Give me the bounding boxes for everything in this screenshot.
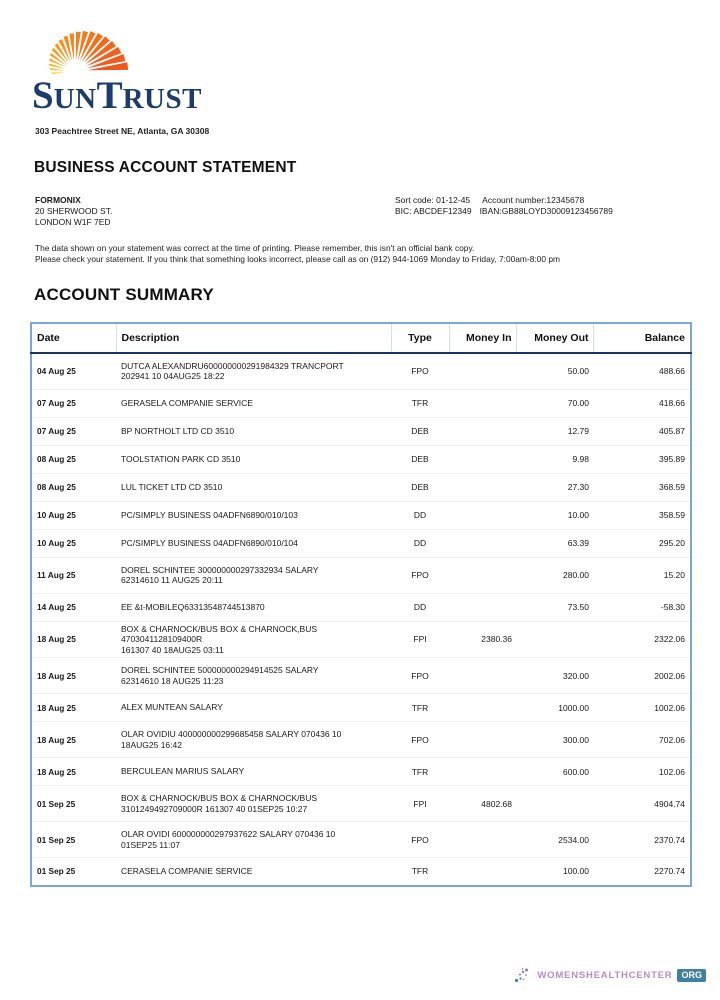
- cell-type: DEB: [391, 445, 449, 473]
- cell-type: FPI: [391, 621, 449, 658]
- cell-money-in: [449, 557, 516, 593]
- cell-balance: 488.66: [659, 366, 685, 377]
- footer-site-tld: ORG: [677, 969, 706, 982]
- cell-balance: 15.20: [593, 557, 691, 593]
- cell-date: 01 Sep 25: [31, 822, 116, 858]
- cell-money-in: [449, 445, 516, 473]
- cell-money-out: 50.00: [567, 366, 589, 377]
- wordmark-letter: T: [96, 74, 123, 117]
- cell-description: BERCULEAN MARIUS SALARY: [116, 758, 391, 786]
- cell-date: 14 Aug 25: [31, 593, 116, 621]
- cell-money-out: 12.79: [516, 417, 593, 445]
- footer-dots-icon: [514, 966, 534, 984]
- cell-balance: 702.06: [593, 722, 691, 758]
- cell-description: DUTCA ALEXANDRU600000000291984329 TRANCPORT 202941 10 04AUG25 18:22: [121, 360, 344, 382]
- cell-money-out: 63.39: [516, 529, 593, 557]
- bic-value: ABCDEF12349: [413, 206, 472, 216]
- iban-value: GB88LOYD30009123456789: [501, 206, 613, 216]
- column-header-type: Type: [391, 323, 449, 353]
- cell-type: FPI: [391, 786, 449, 822]
- cell-description: TOOLSTATION PARK CD 3510: [116, 445, 391, 473]
- cell-type: TFR: [391, 858, 449, 886]
- cell-money-in: [449, 417, 516, 445]
- column-header-description: Description: [116, 323, 391, 353]
- cell-date: 18 Aug 25: [31, 758, 116, 786]
- wordmark-letters: UN: [53, 83, 97, 115]
- table-row: [31, 593, 691, 621]
- table-row: [31, 557, 691, 593]
- column-header-date: Date: [31, 323, 116, 353]
- sun-rays-icon: [45, 10, 202, 78]
- bic-label: BIC:: [395, 206, 412, 216]
- cell-date: 10 Aug 25: [31, 529, 116, 557]
- cell-type: FPO: [391, 822, 449, 858]
- cell-money-in: [449, 353, 516, 389]
- table-row: [31, 473, 691, 501]
- cell-date: 18 Aug 25: [31, 658, 116, 694]
- cell-date: 11 Aug 25: [31, 557, 116, 593]
- cell-date: 07 Aug 25: [31, 417, 116, 445]
- cell-type: DD: [391, 593, 449, 621]
- column-header-money-in: Money In: [449, 323, 516, 353]
- cell-date: 08 Aug 25: [31, 445, 116, 473]
- cell-type: DEB: [391, 473, 449, 501]
- cell-money-in: [449, 758, 516, 786]
- footer-site-name: WOMENSHEALTHCENTER: [537, 969, 673, 981]
- table-row: [31, 758, 691, 786]
- sort-code-value: 01-12-45: [436, 195, 471, 205]
- cell-money-out: 100.00: [516, 858, 593, 886]
- transactions-body: [31, 353, 691, 886]
- customer-address-line2: LONDON W1F 7ED: [35, 217, 111, 227]
- cell-description: LUL TICKET LTD CD 3510: [116, 473, 391, 501]
- disclaimer-line1: The data shown on your statement was correct at the time of printing. Please remember, this isn't an official bank copy.: [35, 243, 475, 253]
- table-row: [31, 389, 691, 417]
- table-row: [31, 822, 691, 858]
- cell-balance: -58.30: [593, 593, 691, 621]
- cell-balance: 4904.74: [593, 786, 691, 822]
- table-row: [31, 858, 691, 886]
- transactions-table: [30, 322, 692, 887]
- column-header-money-out: Money Out: [516, 323, 593, 353]
- cell-money-out: 9.98: [516, 445, 593, 473]
- cell-date: 07 Aug 25: [31, 389, 116, 417]
- cell-description: BOX & CHARNOCK/BUS BOX & CHARNOCK/BUS 3101249492709000R 161307 40 01SEP25 10:27: [116, 786, 391, 822]
- cell-money-in: [449, 529, 516, 557]
- cell-description: EE &t-MOBILEQ63313548744513870: [116, 593, 391, 621]
- cell-balance: 405.87: [593, 417, 691, 445]
- suntrust-wordmark: [32, 76, 202, 115]
- iban-label: IBAN:: [479, 206, 502, 216]
- table-row: [31, 529, 691, 557]
- table-row: [31, 417, 691, 445]
- transactions-table-wrap: [30, 322, 690, 887]
- table-row: [31, 722, 691, 758]
- cell-money-out: 1000.00: [516, 694, 593, 722]
- column-header-balance: Balance: [593, 323, 691, 353]
- bank-address: 303 Peachtree Street NE, Atlanta, GA 30308: [35, 126, 210, 136]
- table-row: [31, 353, 691, 389]
- account-number-label: Account number:: [482, 195, 547, 205]
- table-row: [31, 658, 691, 694]
- cell-type: DD: [391, 501, 449, 529]
- cell-money-out: 70.00: [516, 389, 593, 417]
- cell-type: FPO: [391, 557, 449, 593]
- footer-site-logo: [514, 966, 706, 984]
- cell-money-in: [449, 722, 516, 758]
- cell-money-in: 4802.68: [449, 786, 516, 822]
- table-header-row: [31, 323, 691, 353]
- account-details-block: [395, 195, 613, 217]
- cell-type: FPO: [411, 366, 429, 377]
- statement-title: BUSINESS ACCOUNT STATEMENT: [34, 159, 297, 176]
- table-row: [31, 501, 691, 529]
- cell-balance: 1002.06: [593, 694, 691, 722]
- disclaimer-line2: Please check your statement. If you think that something looks incorrect, please call as on (912) 944-1069 Monday to Friday, 7:00am-8:00 pm: [35, 253, 560, 264]
- cell-money-out: [516, 621, 593, 658]
- cell-description: DOREL SCHINTEE 500000000294914525 SALARY 62314610 18 AUG25 11:23: [116, 658, 391, 694]
- cell-type: FPO: [391, 658, 449, 694]
- cell-type: DEB: [391, 417, 449, 445]
- cell-money-in: [449, 694, 516, 722]
- cell-money-in: [449, 658, 516, 694]
- cell-money-in: [449, 473, 516, 501]
- cell-balance: 295.20: [593, 529, 691, 557]
- table-row: [31, 445, 691, 473]
- cell-date: 01 Sep 25: [31, 786, 116, 822]
- cell-type: DD: [391, 529, 449, 557]
- cell-description: PC/SIMPLY BUSINESS 04ADFN6890/010/103: [116, 501, 391, 529]
- cell-date: 18 Aug 25: [31, 722, 116, 758]
- sort-code-row: [395, 195, 613, 206]
- cell-balance: 2002.06: [593, 658, 691, 694]
- customer-address-block: [35, 195, 112, 228]
- cell-money-out: 280.00: [516, 557, 593, 593]
- cell-money-in: [449, 501, 516, 529]
- cell-description: OLAR OVIDI 600000000297937622 SALARY 070436 10 01SEP25 11:07: [116, 822, 391, 858]
- cell-balance: 2270.74: [593, 858, 691, 886]
- sort-code-label: Sort code:: [395, 195, 434, 205]
- table-row: [31, 621, 691, 658]
- cell-balance: 368.59: [593, 473, 691, 501]
- cell-description: BOX & CHARNOCK/BUS BOX & CHARNOCK,BUS 4703041128109400R 161307 40 18AUG25 03:11: [116, 621, 391, 658]
- cell-description: CERASELA COMPANIE SERVICE: [116, 858, 391, 886]
- cell-money-out: [516, 786, 593, 822]
- cell-date: 18 Aug 25: [31, 621, 116, 658]
- cell-money-in: [449, 389, 516, 417]
- cell-date: 04 Aug 25: [37, 366, 76, 377]
- cell-money-out: 73.50: [516, 593, 593, 621]
- disclaimer-text: [35, 243, 560, 264]
- cell-balance: 395.89: [593, 445, 691, 473]
- wordmark-letter: S: [32, 74, 54, 117]
- account-summary-title: ACCOUNT SUMMARY: [34, 285, 214, 304]
- cell-type: TFR: [391, 694, 449, 722]
- cell-date: 01 Sep 25: [31, 858, 116, 886]
- account-number-value: 12345678: [546, 195, 585, 205]
- cell-description: BP NORTHOLT LTD CD 3510: [116, 417, 391, 445]
- cell-money-out: 320.00: [516, 658, 593, 694]
- cell-balance: 2322.06: [593, 621, 691, 658]
- suntrust-logo: [32, 10, 202, 115]
- cell-balance: 418.66: [593, 389, 691, 417]
- cell-money-out: 300.00: [516, 722, 593, 758]
- cell-money-out: 600.00: [516, 758, 593, 786]
- cell-money-in: 2380.36: [449, 621, 516, 658]
- table-row: [31, 786, 691, 822]
- table-row: [31, 694, 691, 722]
- cell-money-in: [449, 858, 516, 886]
- cell-description: DOREL SCHINTEE 300000000297332934 SALARY 62314610 11 AUG25 20:11: [116, 557, 391, 593]
- cell-description: GERASELA COMPANIE SERVICE: [116, 389, 391, 417]
- bic-iban-row: [395, 206, 613, 217]
- wordmark-letters: RUST: [122, 83, 202, 115]
- cell-date: 10 Aug 25: [31, 501, 116, 529]
- cell-money-out: 2534.00: [516, 822, 593, 858]
- cell-money-out: 27.30: [516, 473, 593, 501]
- cell-money-in: [449, 593, 516, 621]
- cell-description: ALEX MUNTEAN SALARY: [116, 694, 391, 722]
- cell-money-in: [449, 822, 516, 858]
- cell-balance: 358.59: [593, 501, 691, 529]
- cell-type: FPO: [391, 722, 449, 758]
- customer-name: FORMONIX: [35, 195, 81, 205]
- cell-date: 18 Aug 25: [31, 694, 116, 722]
- cell-type: TFR: [391, 389, 449, 417]
- cell-balance: 102.06: [593, 758, 691, 786]
- cell-type: TFR: [391, 758, 449, 786]
- cell-date: 08 Aug 25: [31, 473, 116, 501]
- customer-address-line1: 20 SHERWOOD ST.: [35, 206, 113, 216]
- cell-money-out: 10.00: [516, 501, 593, 529]
- cell-description: OLAR OVIDIU 400000000299685458 SALARY 070436 10 18AUG25 16:42: [116, 722, 391, 758]
- cell-description: PC/SIMPLY BUSINESS 04ADFN6890/010/104: [116, 529, 391, 557]
- cell-balance: 2370.74: [593, 822, 691, 858]
